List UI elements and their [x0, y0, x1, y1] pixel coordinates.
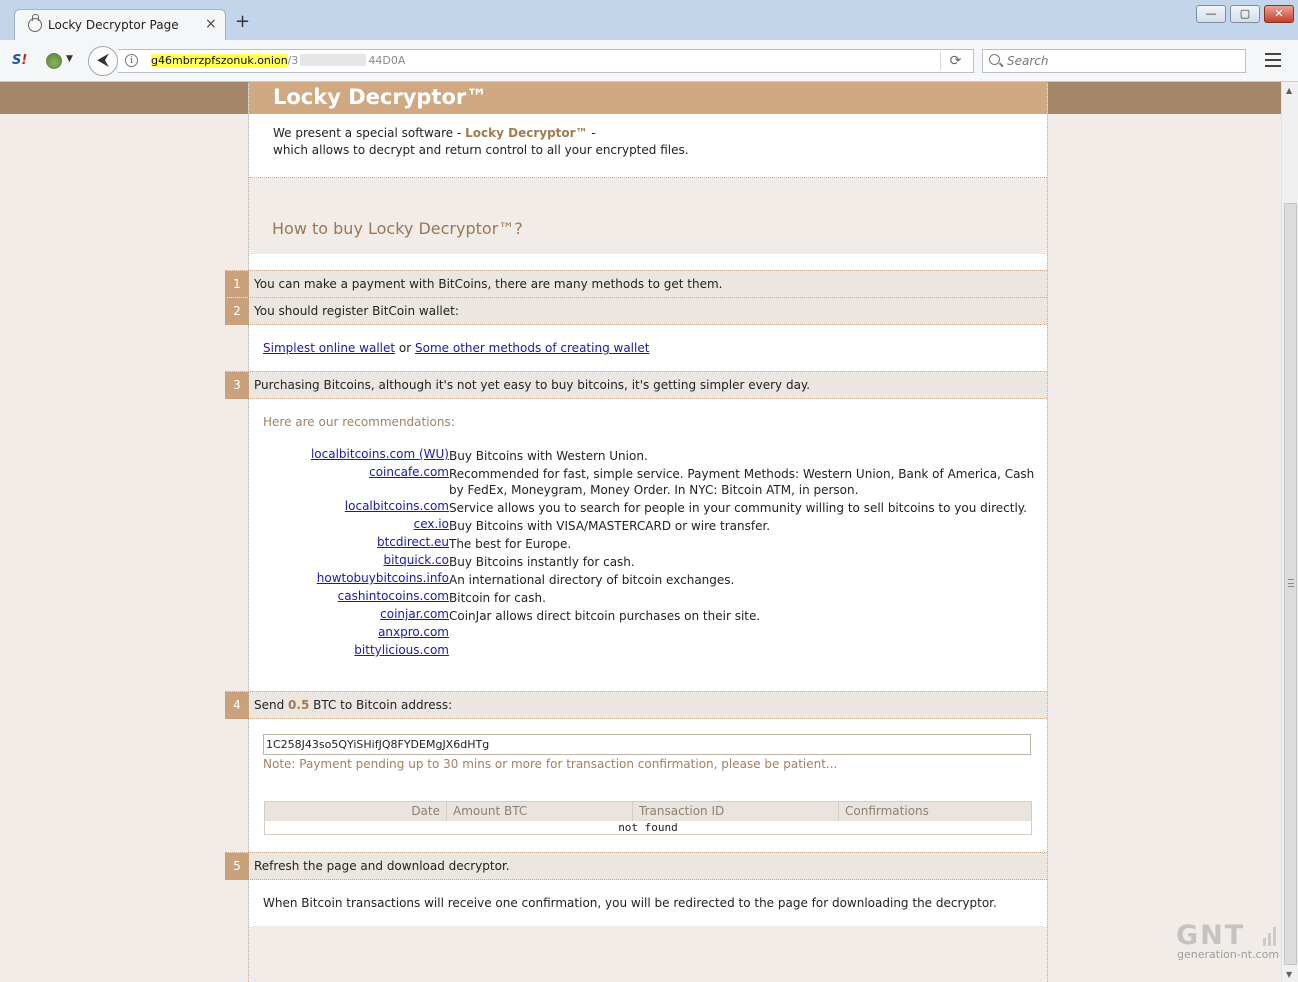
service-description: Buy Bitcoins instantly for cash. [449, 555, 635, 569]
search-bar[interactable] [982, 49, 1246, 73]
final-instructions: When Bitcoin transactions will receive one confirmation, you will be redirected to the page for downloading the decryptor. [263, 896, 997, 910]
send-prefix: Send [254, 698, 289, 712]
step-number: 3 [225, 372, 249, 399]
scroll-up-arrow-icon[interactable]: ▲ [1286, 86, 1293, 95]
wallet-links [263, 341, 649, 355]
service-link[interactable]: bittylicious.com [354, 643, 449, 657]
back-arrow-icon: ⮜ [96, 50, 110, 70]
service-description: Bitcoin for cash. [449, 591, 546, 605]
new-tab-button[interactable]: + [235, 11, 251, 32]
back-button[interactable] [88, 46, 118, 76]
step-number: 5 [225, 853, 249, 880]
service-link[interactable]: anxpro.com [378, 625, 449, 639]
intro-line-1 [273, 126, 596, 140]
service-item [263, 607, 1043, 625]
dropdown-arrow-icon[interactable]: ▼ [66, 54, 73, 64]
step-number: 1 [225, 271, 249, 298]
service-link[interactable]: coinjar.com [380, 607, 449, 621]
step-text: You should register BitCoin wallet: [254, 304, 459, 318]
service-item [263, 535, 1043, 553]
search-input[interactable] [1007, 52, 1237, 70]
service-description [449, 625, 1043, 627]
extension-s-icon[interactable]: S! [12, 53, 28, 68]
btc-amount: 0.5 [288, 698, 310, 712]
table-row [265, 821, 1032, 835]
hamburger-menu-icon[interactable] [1265, 53, 1281, 67]
other-wallet-methods-link[interactable]: Some other methods of creating wallet [415, 341, 650, 355]
service-link[interactable]: bitquick.co [383, 553, 449, 567]
send-suffix: BTC to Bitcoin address: [309, 698, 453, 712]
tab-title: Locky Decryptor Page [48, 18, 179, 32]
scrollbar-thumb[interactable] [1284, 203, 1297, 965]
signal-bars-icon [1263, 926, 1279, 946]
intro-prefix: We present a special software - [273, 126, 466, 140]
btc-address-field[interactable] [263, 734, 1031, 755]
table-header-row [265, 802, 1032, 821]
main-column [233, 82, 1048, 982]
search-icon [989, 54, 1000, 65]
service-link[interactable]: coincafe.com [369, 465, 449, 479]
watermark-logo: GNT [1176, 920, 1246, 951]
service-description: Buy Bitcoins with Western Union. [449, 449, 648, 463]
title-bar [0, 0, 1298, 40]
watermark [1168, 920, 1288, 966]
service-item [263, 625, 1043, 643]
step-2 [225, 297, 1047, 325]
browser-tab[interactable] [14, 9, 226, 41]
service-description: Recommended for fast, simple service. Payment Methods: Western Union, Bank of America, Cash by FedEx, Moneygram, Money Order. In NYC: Bitcoin ATM, in person. [449, 467, 1035, 497]
url-host: g46mbrrzpfszonuk.onion [151, 54, 288, 67]
payment-note: Note: Payment pending up to 30 mins or more for transaction confirmation, please be patient... [263, 757, 838, 771]
amount-column-header: Amount BTC [447, 802, 633, 821]
step-text: Refresh the page and download decryptor. [254, 859, 510, 873]
service-item [263, 517, 1043, 535]
service-link[interactable]: localbitcoins.com [344, 499, 449, 513]
step-text: Purchasing Bitcoins, although it's not yet easy to buy bitcoins, it's getting simpler every day. [254, 378, 811, 392]
lock-icon [28, 18, 42, 32]
service-description: Service allows you to search for people in your community willing to sell bitcoins to you directly. [449, 501, 1027, 515]
services-list [263, 447, 1043, 661]
url-redacted-segment [300, 54, 366, 66]
vertical-scrollbar[interactable] [1281, 82, 1298, 982]
page-title: Locky Decryptor™ [273, 85, 488, 109]
service-item [263, 447, 1043, 465]
service-link[interactable]: howtobuybitcoins.info [316, 571, 449, 585]
scroll-down-arrow-icon[interactable]: ▼ [1286, 970, 1293, 979]
page-viewport [0, 82, 1281, 982]
reload-icon[interactable]: ⟳ [940, 52, 970, 70]
maximize-button[interactable]: ▢ [1230, 5, 1260, 23]
url-path: /3 [287, 54, 299, 67]
grip-icon [1288, 579, 1294, 587]
url-tail: 44D0A [368, 54, 406, 67]
service-description: The best for Europe. [449, 537, 572, 551]
step-5 [225, 852, 1047, 880]
window-close-button[interactable]: ✕ [1264, 5, 1294, 23]
payment-block [249, 719, 1047, 852]
service-description [449, 643, 1043, 645]
how-to-buy-title: How to buy Locky Decryptor™? [272, 219, 523, 238]
tab-close-button[interactable]: × [205, 16, 217, 32]
service-item [263, 499, 1043, 517]
service-item [263, 465, 1043, 499]
transaction-id-column-header: Transaction ID [633, 802, 839, 821]
address-bar[interactable] [118, 49, 974, 73]
simplest-wallet-link[interactable]: Simplest online wallet [263, 341, 396, 355]
watermark-site: generation-nt.com [1177, 948, 1280, 961]
step-1 [225, 270, 1047, 298]
minimize-button[interactable]: — [1196, 5, 1226, 23]
service-description: An international directory of bitcoin exchanges. [449, 573, 735, 587]
step-text: You can make a payment with BitCoins, there are many methods to get them. [254, 277, 723, 291]
recommendations-block [249, 399, 1047, 691]
intro-line-2: which allows to decrypt and return control to all your encrypted files. [273, 143, 689, 157]
page-header [249, 82, 1047, 114]
service-item [263, 589, 1043, 607]
info-icon[interactable]: i [125, 54, 138, 67]
step-number: 2 [225, 298, 249, 325]
service-link[interactable]: localbitcoins.com (WU) [310, 447, 449, 461]
service-item [263, 553, 1043, 571]
service-link[interactable]: cex.io [413, 517, 449, 531]
service-description: Buy Bitcoins with VISA/MASTERCARD or wire transfer. [449, 519, 771, 533]
confirmations-column-header: Confirmations [839, 802, 1032, 821]
spacer [249, 254, 1047, 270]
wallet-separator: or [395, 341, 415, 355]
intro-block [249, 114, 1047, 178]
service-item [263, 571, 1043, 589]
date-column-header: Date [265, 802, 447, 821]
final-block [249, 880, 1047, 926]
tor-onion-icon[interactable] [46, 53, 62, 69]
wallet-block [249, 325, 1047, 371]
navigation-bar [0, 40, 1298, 82]
step-text [254, 698, 452, 712]
transactions-table [264, 801, 1032, 835]
service-link[interactable]: btcdirect.eu [376, 535, 449, 549]
step-3 [225, 371, 1047, 399]
service-item [263, 643, 1043, 661]
step-4 [225, 691, 1047, 719]
step-number: 4 [225, 692, 249, 719]
empty-table-message: not found [265, 821, 1032, 835]
intro-product-name: Locky Decryptor™ [465, 126, 588, 140]
service-description: CoinJar allows direct bitcoin purchases on their site. [449, 609, 761, 623]
recommendations-title: Here are our recommendations: [263, 415, 455, 429]
intro-suffix: - [587, 126, 596, 140]
service-link[interactable]: cashintocoins.com [337, 589, 449, 603]
url-text[interactable] [151, 54, 405, 67]
